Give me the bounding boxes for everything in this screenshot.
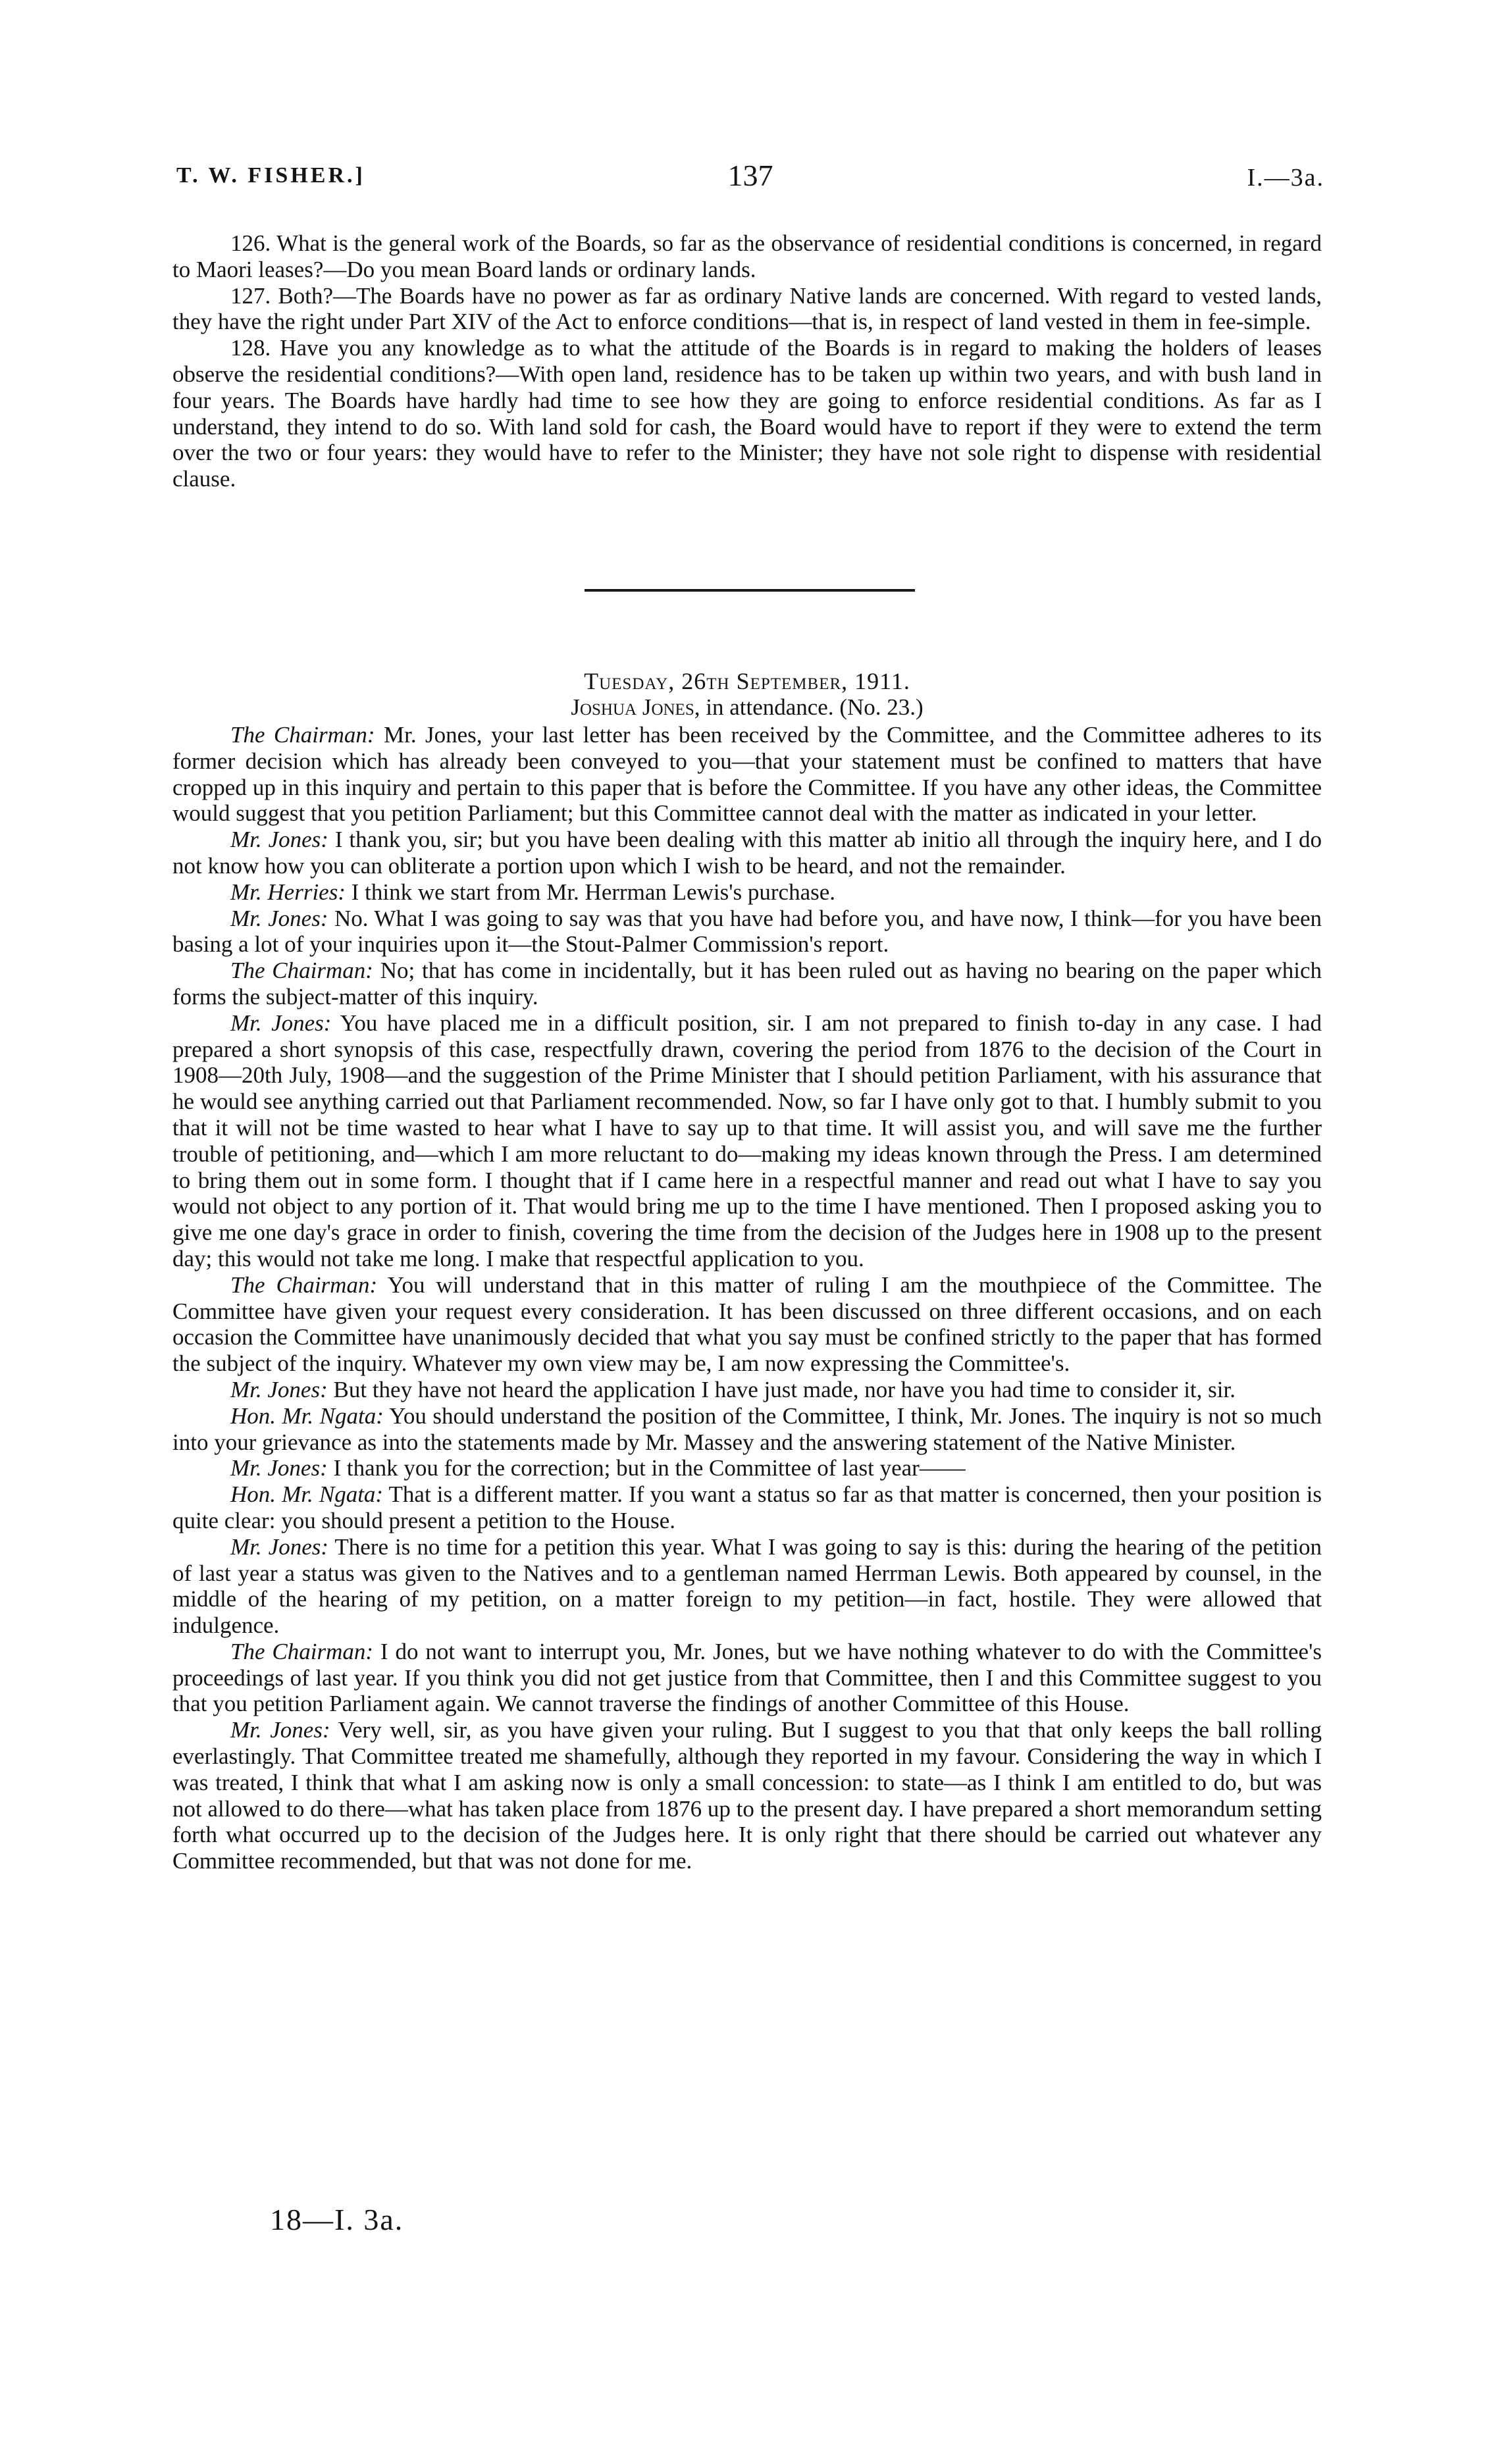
speaker-label: Hon. Mr. Ngata: [230, 1402, 384, 1429]
dialogue-paragraph [172, 1717, 1322, 1874]
speech-text: There is no time for a petition this year. What I was going to say is this: during the hearing of the petition of last year a status was given to the Natives and to a gentleman named Herrman Lewis. Both appeared by counsel, in the middle of the hearing of my petition, on a matter foreign to my petition—in fact, hostile. They were allowed that indulgence. [172, 1533, 1322, 1639]
speaker-label: The Chairman: [230, 722, 375, 748]
speaker-label: Hon. Mr. Ngata: [230, 1481, 384, 1508]
dialogue-paragraph [172, 1534, 1322, 1639]
speech-text: I think we start from Mr. Herrman Lewis's purchase. [351, 879, 836, 905]
paper-reference: I.—3a. [1247, 164, 1324, 192]
header-witness-name: T. W. FISHER.] [176, 163, 365, 188]
speaker-label: Mr. Herries: [230, 879, 346, 905]
page-header [176, 158, 1324, 197]
speech-text: Mr. Jones, your last letter has been received by the Committee, and the Committee adheres to its former decision which has already been conveyed to you—that your statement must be confined to matters that have cropped up in this inquiry and pertain to this paper that is before the Committee. If you have any other ideas, the Committee would suggest that you petition Parliament; but this Committee cannot deal with the matter as indicated in your letter. [172, 722, 1322, 827]
witness-attendance-line [172, 694, 1322, 721]
sitting-date: Tuesday, 26th September, 1911. [584, 668, 910, 694]
speaker-label: Mr. Jones: [230, 1376, 328, 1402]
dialogue-paragraph [172, 879, 1322, 906]
speech-text: That is a different matter. If you want a status so far as that matter is concerned, then your position is quite clear: you should present a petition to the House. [172, 1481, 1322, 1533]
witness-name: Joshua Jones [571, 694, 694, 720]
speech-text: You have placed me in a difficult position, sir. I am not prepared to finish to-day in any case. I had prepared a short synopsis of this case, respectfully drawn, covering the period from 1876 to the decision of the Court in 1908—20th July, 1908—and the suggestion of the Prime Minister that I should petition Parliament, with his assurance that he would see anything carried out that Parliament recommended. Now, so far I have only got to that. I humbly submit to you that it will not be time wasted to hear what I have to say up to that time. It will assist you, and will save me the further trouble of petitioning, and—which I am more reluctant to do—making my ideas known through the Press. I am determined to bring them out in some form. I thought that if I came here in a respectful manner and read out what I have to say you would not object to any portion of it. That would bring me up to the time I have mentioned. Then I proposed asking you to give me one day's grace in order to finish, covering the time from the decision of the Judges here in 1908 up to the present day; this would not take me long. I make that respectful application to you. [172, 1010, 1322, 1271]
speaker-label: Mr. Jones: [230, 827, 328, 853]
question-paragraph: 126. What is the general work of the Boards, so far as the observance of residential conditions is concerned, in regard to Maori leases?—Do you mean Board lands or ordinary lands. [172, 230, 1322, 282]
dialogue-paragraph [172, 1639, 1322, 1717]
speaker-label: The Chairman: [230, 958, 373, 984]
proceedings-section [172, 668, 1322, 1874]
dialogue-paragraph [172, 1272, 1322, 1377]
question-paragraph: 128. Have you any knowledge as to what the attitude of the Boards is in regard to making the holders of leases observe the residential conditions?—With open land, residence has to be taken up within two years, and with bush land in four years. The Boards have hardly had time to see how they are going to enforce residential conditions. As far as I understand, they intend to do so. With land sold for cash, the Board would have to report if they were to extend the term over the two or four years: they would have to refer to the Minister; they have not sole right to dispense with residential clause. [172, 335, 1322, 492]
page-number: 137 [727, 159, 773, 192]
dialogue-paragraph [172, 1403, 1322, 1456]
speech-text: You should understand the position of the Committee, I think, Mr. Jones. The inquiry is not so much into your grievance as into the statements made by Mr. Massey and the answering statement of the Native Minister. [172, 1402, 1322, 1455]
speaker-label: Mr. Jones: [230, 1010, 332, 1036]
speech-text: You will understand that in this matter of ruling I am the mouthpiece of the Committee. The Committee have given your request every consideration. It has been discussed on three different occasions, and on each occasion the Committee have unanimously decided that what you say must be confined strictly to the paper that has formed the subject of the inquiry. Whatever my own view may be, I am now expressing the Committee's. [172, 1271, 1322, 1377]
question-paragraph: 127. Both?—The Boards have no power as far as ordinary Native lands are concerned. With regard to vested lands, they have the right under Part XIV of the Act to enforce conditions—that is, in respect of land vested in them in fee-simple. [172, 282, 1322, 335]
signature-mark: 18—I. 3a. [270, 2203, 404, 2236]
dialogue-paragraph [172, 827, 1322, 879]
speaker-label: The Chairman: [230, 1638, 374, 1664]
speaker-label: Mr. Jones: [230, 1533, 328, 1560]
speaker-label: Mr. Jones: [230, 1717, 330, 1743]
dialogue-paragraph [172, 1481, 1322, 1534]
questions-section [172, 230, 1322, 492]
dialogue-paragraph [172, 1010, 1322, 1272]
attendance-note: , in attendance. (No. 23.) [694, 694, 924, 720]
speaker-label: Mr. Jones: [230, 1455, 328, 1481]
speaker-label: Mr. Jones: [230, 905, 328, 931]
speech-text: No; that has come in incidentally, but it has been ruled out as having no bearing on the paper which forms the subject-matter of this inquiry. [172, 958, 1322, 1010]
dialogue-paragraph [172, 1377, 1322, 1403]
speech-text: Very well, sir, as you have given your ruling. But I suggest to you that that only keeps the ball rolling everlastingly. That Committee treated me shamefully, although they reported in my favour. Considering the way in which I was treated, I think that what I am asking now is only a small concession: to state—as I think I am entitled to do, but was not allowed to do there—what has taken place from 1876 up to the present day. I have prepared a short memorandum setting forth what occurred up to the decision of the Judges here. It is only right that there should be carried out whatever any Committee recommended, but that was not done for me. [172, 1717, 1322, 1874]
speech-text: I thank you for the correction; but in the Committee of last year—— [333, 1455, 966, 1481]
speech-text: I thank you, sir; but you have been dealing with this matter ab initio all through the inquiry here, and I do not know how you can obliterate a portion upon which I wish to be heard, and not the remainder. [172, 827, 1322, 879]
dialogue-paragraph [172, 958, 1322, 1010]
speech-text: I do not want to interrupt you, Mr. Jones, but we have nothing whatever to do with the Committee's proceedings of last year. If you think you did not get justice from that Committee, then I and this Committee suggest to you that you petition Parliament again. We cannot traverse the findings of another Committee of this House. [172, 1638, 1322, 1717]
speech-text: No. What I was going to say was that you have had before you, and have now, I think—for you have been basing a lot of your inquiries upon it—the Stout-Palmer Commission's report. [172, 905, 1322, 958]
dialogue-paragraph [172, 722, 1322, 827]
speech-text: But they have not heard the application I have just made, nor have you had time to consider it, sir. [333, 1376, 1236, 1402]
dialogue-paragraph [172, 906, 1322, 958]
speaker-label: The Chairman: [230, 1271, 378, 1298]
dialogue-paragraph [172, 1455, 1322, 1481]
section-divider [585, 589, 915, 592]
